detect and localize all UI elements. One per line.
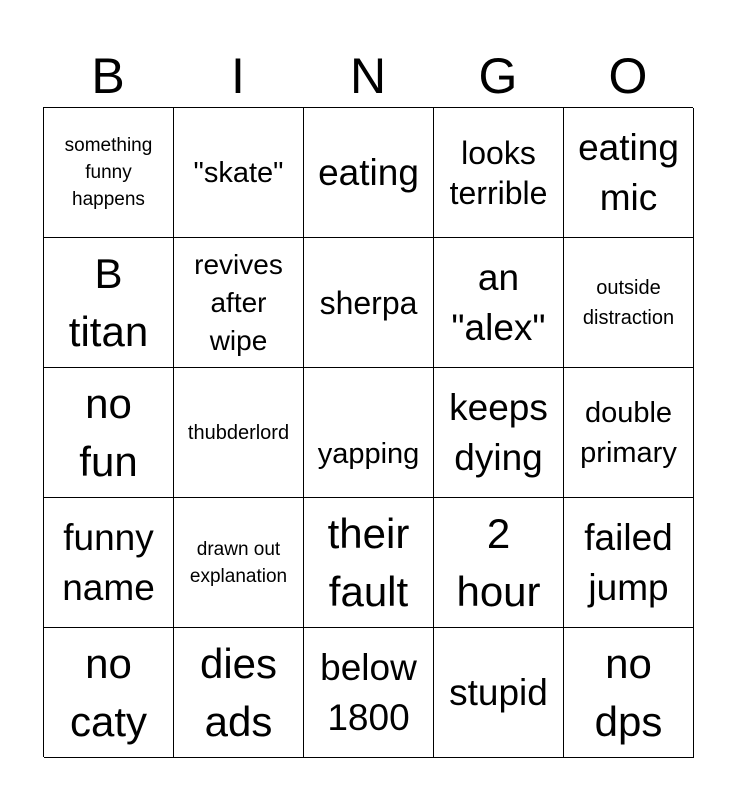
bingo-cell-r1c2[interactable] [174,108,304,238]
bingo-cell-r4c5[interactable] [564,498,694,628]
bingo-board [43,107,693,757]
bingo-cell-r3c5[interactable] [564,368,694,498]
bingo-cell-text: 2 hour [456,509,541,615]
bingo-cell-text: revives after wipe [194,248,283,356]
bingo-cell-text: keeps dying [449,386,548,478]
bingo-cell-r3c1[interactable] [44,368,174,498]
bingo-cell-text: funny name [62,516,155,608]
header-letter-i: I [231,48,245,104]
header-letter-o: O [608,48,648,104]
bingo-cell-text: no caty [69,639,148,745]
bingo-cell-text: failed jump [584,516,673,608]
bingo-cell-r3c4[interactable] [434,368,564,498]
bingo-cell-text: no fun [79,379,138,485]
bingo-cell-r3c3[interactable] [304,368,434,498]
bingo-cell-text: something funny happens [64,135,153,210]
bingo-cell-r5c2[interactable] [174,628,304,758]
bingo-cell-r2c4[interactable] [434,238,564,368]
bingo-cell-r1c4[interactable] [434,108,564,238]
bingo-cell-text: "skate" [193,156,284,189]
bingo-cell-r3c2[interactable] [174,368,304,498]
bingo-cell-r4c2[interactable] [174,498,304,628]
header-letter-n: N [349,48,387,104]
bingo-cell-text: sherpa [319,284,418,321]
bingo-cell-r1c5[interactable] [564,108,694,238]
bingo-cell-r4c1[interactable] [44,498,174,628]
bingo-cell-r2c1[interactable] [44,238,174,368]
bingo-cell-text: drawn out explanation [189,538,288,587]
bingo-cell-r5c5[interactable] [564,628,694,758]
bingo-cell-text: eating [318,151,419,193]
bingo-cell-text: double primary [580,396,677,469]
bingo-cell-r2c5[interactable] [564,238,694,368]
bingo-cell-r5c3[interactable] [304,628,434,758]
header-letter-g: G [478,48,518,104]
bingo-cell-text: dies ads [199,639,278,745]
bingo-cell-text: B titan [68,249,149,355]
bingo-cell-r4c3[interactable] [304,498,434,628]
bingo-cell-r2c3[interactable] [304,238,434,368]
bingo-cell-text: no dps [594,639,663,745]
bingo-cell-text: thubderlord [187,421,290,444]
bingo-cell-text: yapping [317,437,420,470]
bingo-cell-r4c4[interactable] [434,498,564,628]
bingo-cell-text: below 1800 [320,646,417,738]
bingo-cell-text: their fault [327,509,410,615]
bingo-cell-text: outside distraction [582,276,675,329]
bingo-cell-text: stupid [449,671,548,713]
bingo-cell-text: an "alex" [451,256,546,348]
bingo-cell-r5c1[interactable] [44,628,174,758]
bingo-cell-text: looks terrible [449,134,548,211]
header-letter-b: B [91,48,125,104]
bingo-cell-r5c4[interactable] [434,628,564,758]
bingo-cell-text: eating mic [578,126,679,218]
bingo-cell-r2c2[interactable] [174,238,304,368]
bingo-cell-r1c1[interactable] [44,108,174,238]
bingo-cell-r1c3[interactable] [304,108,434,238]
bingo-header [43,44,693,108]
